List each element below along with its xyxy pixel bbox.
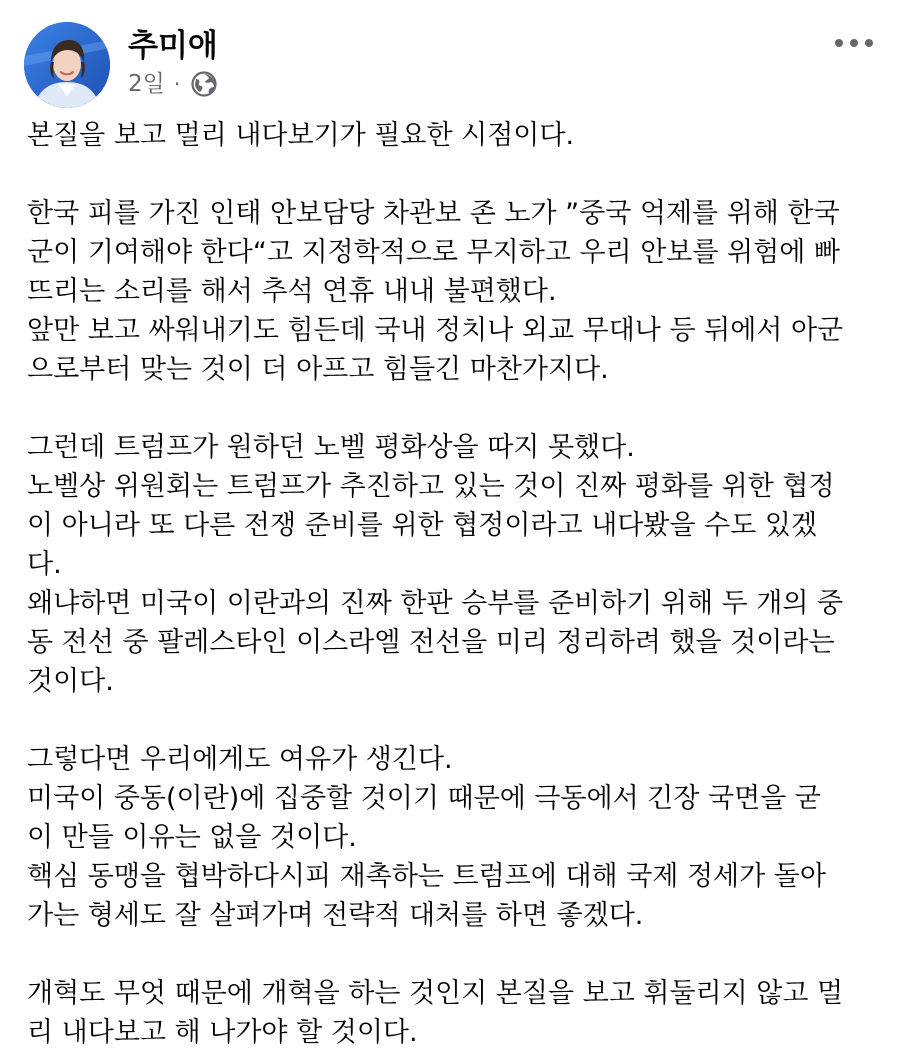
meta-separator: ·	[173, 72, 181, 96]
post-meta	[128, 68, 218, 100]
post-text-line: 이 만들 이유는 없을 것이다.	[27, 822, 357, 853]
post-text-line: 본질을 보고 멀리 내다보기가 필요한 시점이다.	[27, 120, 575, 151]
post-text-line: 개혁도 무엇 때문에 개혁을 하는 것인지 본질을 보고 휘둘리지 않고 멀	[27, 978, 844, 1009]
post-text-line: 왜냐하면 미국이 이란과의 진짜 한판 승부를 준비하기 위해 두 개의 중	[27, 588, 844, 619]
post-paragraph	[27, 740, 877, 935]
more-horizontal-icon	[834, 38, 874, 48]
profile-photo-icon	[24, 22, 110, 108]
post-text-line: 노벨상 위원회는 트럼프가 추진하고 있는 것이 진짜 평화를 위한 협정	[27, 471, 835, 502]
post-text-line: 다.	[27, 549, 62, 580]
post-text-line: 가는 형세도 잘 살펴가며 전략적 대처를 하면 좋겠다.	[27, 900, 644, 931]
post-header	[0, 0, 900, 120]
post-text-line: 뜨리는 소리를 해서 추석 연휴 내내 불편했다.	[27, 276, 557, 307]
post-text-line: 그렇다면 우리에게도 여유가 생긴다.	[27, 744, 453, 775]
post-body	[27, 116, 877, 1052]
post-text-line: 이 아니라 또 다른 전쟁 준비를 위한 협정이라고 내다봤을 수도 있겠	[27, 510, 818, 541]
avatar[interactable]	[24, 22, 110, 108]
post-paragraph	[27, 428, 877, 701]
post-text-line: 그런데 트럼프가 원하던 노벨 평화상을 따지 못했다.	[27, 432, 635, 463]
post-text-line: 리 내다보고 해 나가야 할 것이다.	[27, 1017, 418, 1048]
post-paragraph	[27, 194, 877, 389]
post-text-line: 핵심 동맹을 협박하다시피 재촉하는 트럼프에 대해 국제 정세가 돌아	[27, 861, 826, 892]
post-text-line: 군이 기여해야 한다“고 지정학적으로 무지하고 우리 안보를 위험에 빠	[27, 237, 840, 268]
post-text-line: 것이다.	[27, 666, 114, 697]
more-options-button[interactable]	[832, 26, 876, 60]
globe-icon[interactable]	[190, 70, 218, 98]
post-text-line: 앞만 보고 싸워내기도 힘든데 국내 정치나 외교 무대나 등 뒤에서 아군	[27, 315, 844, 346]
post-text-line: 미국이 중동(이란)에 집중할 것이기 때문에 극동에서 긴장 국면을 굳	[27, 783, 821, 814]
post-paragraph	[27, 116, 877, 155]
author-name[interactable]: 추미애	[128, 28, 218, 64]
post-paragraph	[27, 974, 877, 1052]
post-text-line: 으로부터 맞는 것이 더 아프고 힘들긴 마찬가지다.	[27, 354, 609, 385]
post-time[interactable]: 2일	[128, 71, 165, 97]
post-text-line: 한국 피를 가진 인태 안보담당 차관보 존 노가 ”중국 억제를 위해 한국	[27, 198, 840, 229]
post-text-line: 동 전선 중 팔레스타인 이스라엘 전선을 미리 정리하려 했을 것이라는	[27, 627, 835, 658]
